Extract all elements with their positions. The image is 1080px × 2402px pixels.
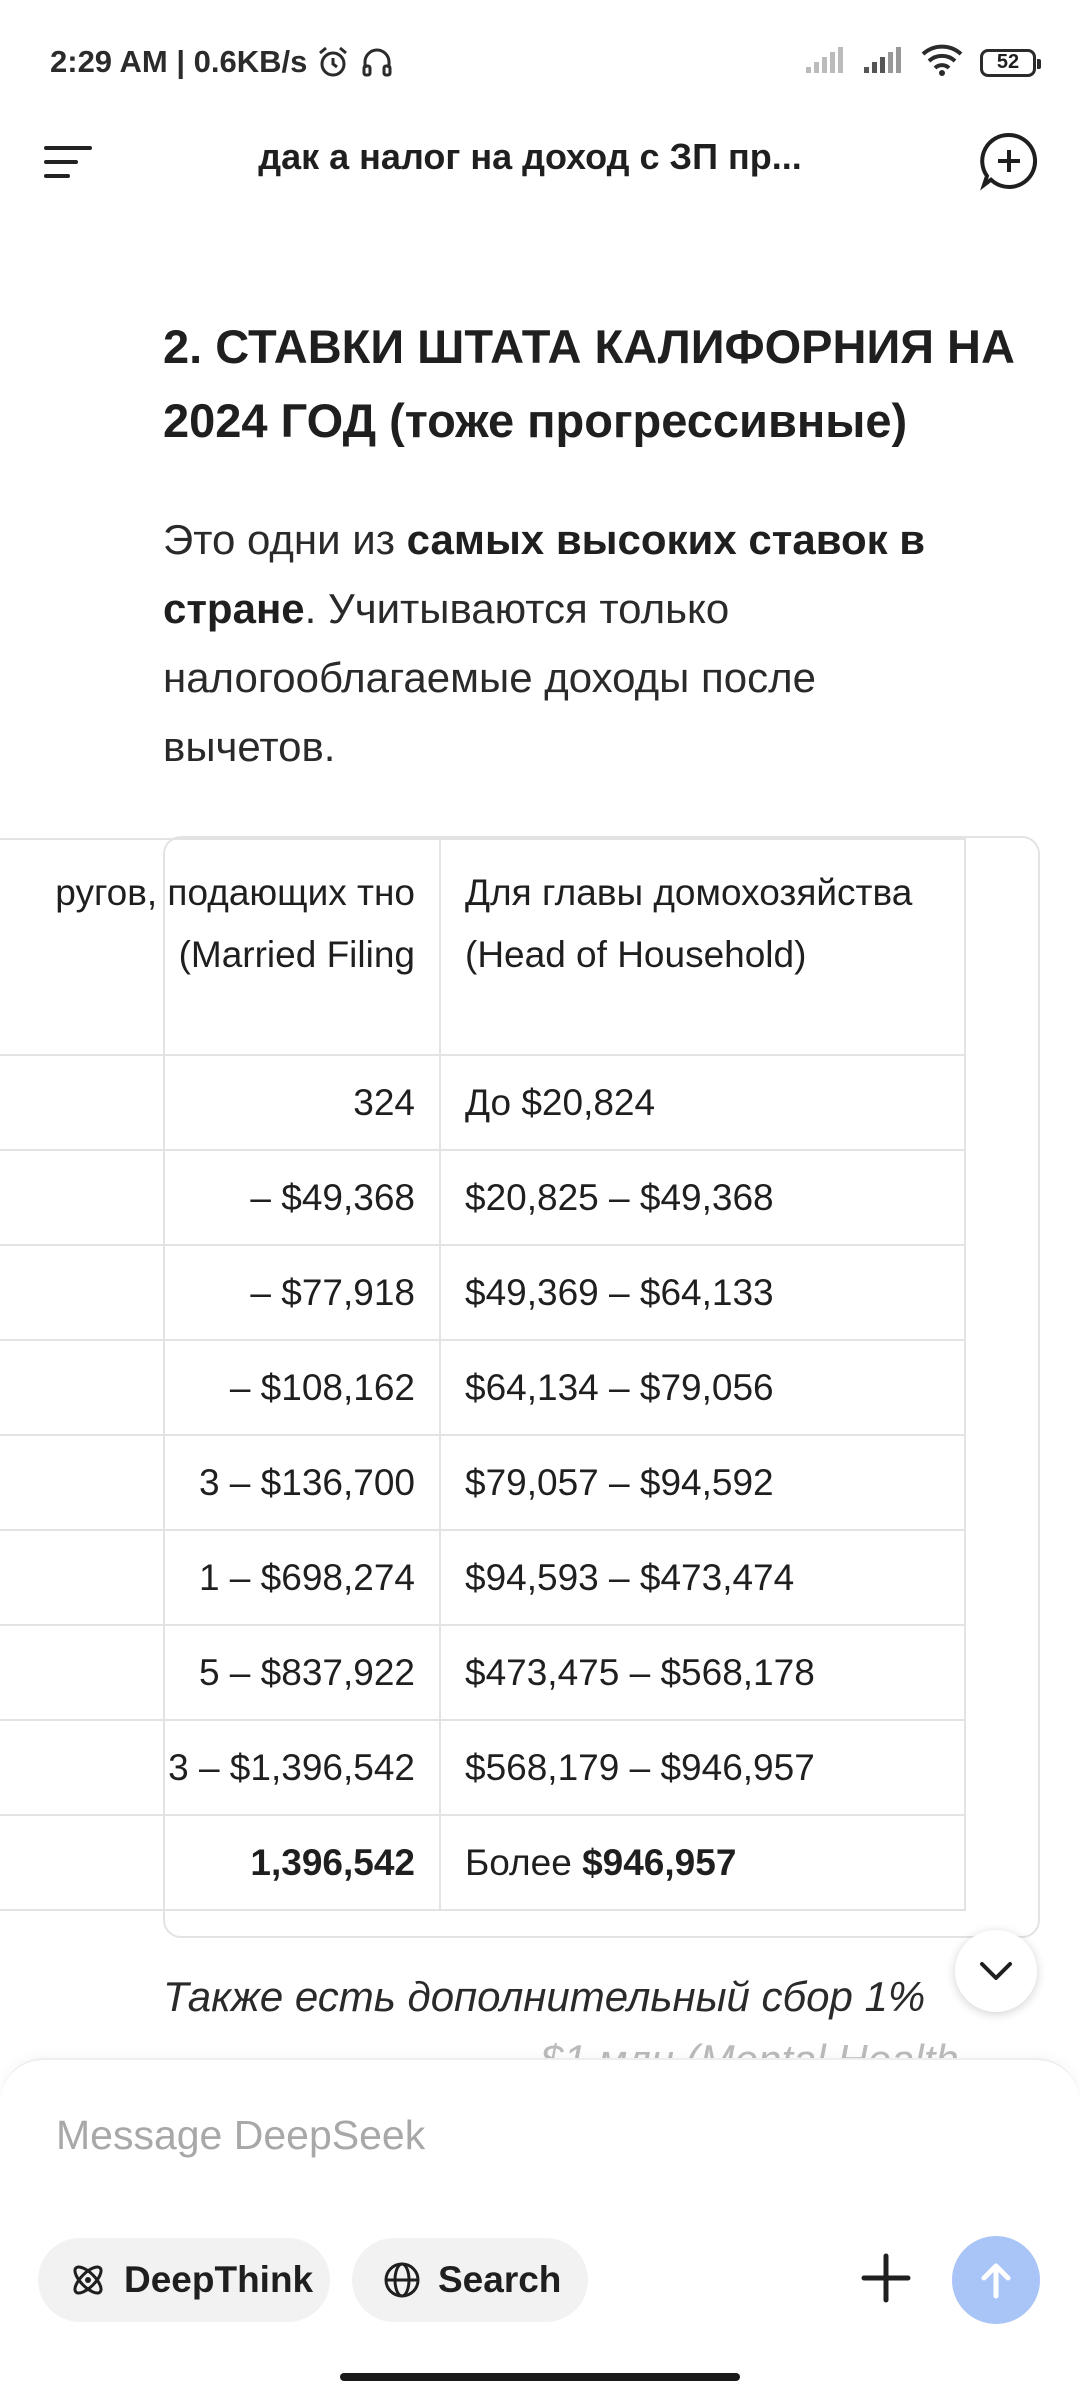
arrow-up-icon: [974, 2258, 1018, 2302]
table-row: [0, 1435, 965, 1530]
wifi-icon: [920, 44, 964, 81]
cell-prefix: Более: [465, 1841, 583, 1883]
table-cell: 5 – $837,922: [0, 1625, 440, 1720]
table-row: [0, 1340, 965, 1435]
table-cell: – $49,368: [0, 1150, 440, 1245]
signal-icon: [804, 45, 846, 80]
status-right: [804, 44, 1036, 81]
home-indicator[interactable]: [340, 2373, 740, 2381]
table-cell: $20,825 – $49,368: [440, 1150, 965, 1245]
status-bar: [0, 0, 1080, 130]
globe-icon: [382, 2260, 422, 2300]
chat-content[interactable]: [0, 230, 1080, 2060]
status-time-speed: 2:29 AM | 0.6KB/s: [50, 44, 308, 79]
table-row: [0, 1150, 965, 1245]
alarm-icon: [315, 44, 351, 80]
table-header-cell: ругов, подающих тно (Married Filing: [0, 839, 440, 1055]
chat-header: [0, 120, 1080, 204]
table-cell: $473,475 – $568,178: [440, 1625, 965, 1720]
table-cell: – $77,918: [0, 1245, 440, 1340]
table-cell: 324: [0, 1055, 440, 1150]
table-row: [0, 1720, 965, 1815]
table-cell: 3 – $136,700: [0, 1435, 440, 1530]
new-chat-icon[interactable]: [978, 130, 1040, 197]
chevron-down-icon: [978, 1960, 1014, 1982]
table-cell: [440, 1815, 965, 1910]
table-header-row: [0, 839, 965, 1055]
message-composer: [0, 2058, 1080, 2402]
deepthink-button[interactable]: [38, 2238, 330, 2322]
table-header-cell: Для главы домохозяйства (Head of Household): [440, 839, 965, 1055]
table-cell: 1 – $698,274: [0, 1530, 440, 1625]
table-cell: $94,593 – $473,474: [440, 1530, 965, 1625]
table-row: [0, 1530, 965, 1625]
deepthink-label: DeepThink: [124, 2259, 314, 2300]
table-row: [0, 1055, 965, 1150]
scroll-down-button[interactable]: [955, 1930, 1037, 2012]
send-button[interactable]: [952, 2236, 1040, 2324]
search-button[interactable]: [352, 2238, 588, 2322]
para-suffix: . Учитываются только налогооблагаемые доходы после вычетов.: [163, 585, 816, 770]
table-cell: $568,179 – $946,957: [440, 1720, 965, 1815]
plus-icon[interactable]: [858, 2250, 914, 2311]
para-bold: самых высоких ставок в стране: [163, 516, 926, 632]
para-prefix: Это одни из: [163, 516, 407, 563]
table-cell: 3 – $1,396,542: [0, 1720, 440, 1815]
tax-rate-table[interactable]: [55, 836, 1040, 1938]
table-row: [0, 1245, 965, 1340]
table-cell: До $20,824: [440, 1055, 965, 1150]
search-label: Search: [438, 2259, 562, 2300]
paragraph: [163, 505, 993, 781]
table-cell: $79,057 – $94,592: [440, 1435, 965, 1530]
table-cell: – $108,162: [0, 1340, 440, 1435]
battery-icon: 52: [980, 49, 1036, 77]
atom-icon: [68, 2260, 108, 2300]
table-row: [0, 1625, 965, 1720]
table-cell: 1,396,542: [0, 1815, 440, 1910]
cell-bold: $946,957: [582, 1841, 737, 1883]
footnote-text: Также есть дополнительный сбор 1%: [163, 1973, 926, 2020]
message-input[interactable]: Message DeepSeek: [56, 2112, 426, 2158]
table-row: [0, 1815, 965, 1910]
table-cell: $64,134 – $79,056: [440, 1340, 965, 1435]
table-cell: $49,369 – $64,133: [440, 1245, 965, 1340]
headphones-icon: [359, 44, 395, 80]
menu-icon[interactable]: [44, 142, 94, 182]
section-heading: 2. СТАВКИ ШТАТА КАЛИФОРНИЯ НА 2024 ГОД (тоже прогрессивные): [163, 320, 1015, 447]
chat-title[interactable]: дак а налог на доход с ЗП пр...: [258, 136, 802, 177]
status-left: [50, 44, 395, 80]
signal-icon: [862, 45, 904, 80]
